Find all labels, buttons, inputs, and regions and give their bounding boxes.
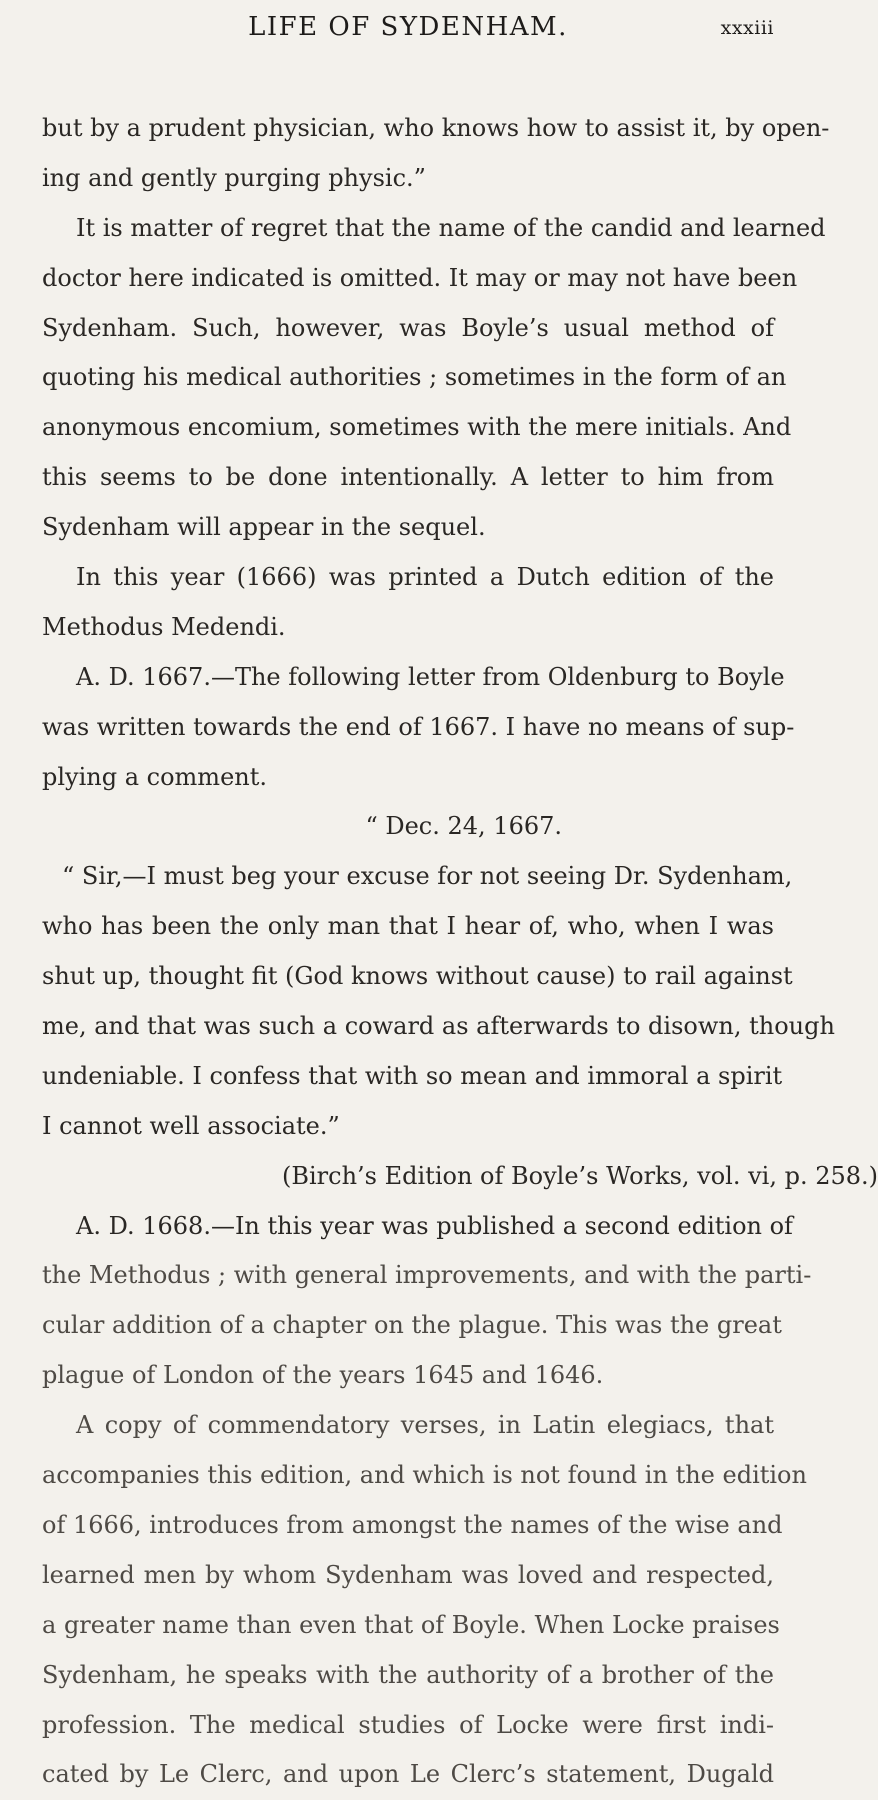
text-line: A. D. 1668.—In this year was published a second edition of xyxy=(76,1211,793,1240)
text-line: plague of London of the years 1645 and 1646. xyxy=(42,1361,604,1390)
text-line: of 1666, introduces from amongst the names of the wise and xyxy=(42,1510,783,1539)
text-line: was written towards the end of 1667. I have no means of sup- xyxy=(42,712,795,741)
text-line: profession. The medical studies of Locke were first indi- xyxy=(42,1710,774,1739)
text-line: ing and gently purging physic.” xyxy=(42,163,426,192)
text-line: cated by Le Clerc, and upon Le Clerc’s statement, Dugald xyxy=(42,1760,774,1789)
text-line: In this year (1666) was printed a Dutch edition of the xyxy=(76,563,774,592)
text-line: Methodus Medendi. xyxy=(42,612,286,641)
text-line: I cannot well associate.” xyxy=(42,1111,340,1140)
text-line: accompanies this edition, and which is not found in the edition xyxy=(42,1461,807,1490)
text-line: this seems to be done intentionally. A letter to him from xyxy=(42,463,774,492)
running-head xyxy=(42,12,774,48)
text-line: A copy of commendatory verses, in Latin elegiacs, that xyxy=(76,1411,774,1440)
letter-date: “ Dec. 24, 1667. xyxy=(365,812,562,841)
text-line: undeniable. I confess that with so mean and immoral a spirit xyxy=(42,1061,783,1090)
text-line: “ Sir,—I must beg your excuse for not seeing Dr. Sydenham, xyxy=(62,862,793,891)
text-line: Sydenham, he speaks with the authority of a brother of the xyxy=(42,1660,774,1689)
text-line: but by a prudent physician, who knows how to assist it, by open- xyxy=(42,114,830,142)
text-line: the Methodus ; with general improvements, and with the parti- xyxy=(42,1261,812,1290)
text-line: Sydenham will appear in the sequel. xyxy=(42,513,486,542)
text-line: learned men by whom Sydenham was loved and respected, xyxy=(42,1560,774,1589)
text-line: shut up, thought fit (God knows without cause) to rail against xyxy=(42,962,793,991)
text-line: Sydenham. Such, however, was Boyle’s usual method of xyxy=(42,313,774,342)
text-line: plying a comment. xyxy=(42,762,267,791)
text-line: me, and that was such a coward as afterwards to disown, though xyxy=(42,1012,835,1041)
text-line: anonymous encomium, sometimes with the mere initials. And xyxy=(42,413,792,442)
page-number: xxxiii xyxy=(720,17,774,39)
text-line: It is matter of regret that the name of the candid and learned xyxy=(76,213,826,242)
body-text xyxy=(42,104,878,1800)
text-line: a greater name than even that of Boyle. When Locke praises xyxy=(42,1610,780,1639)
text-line: cular addition of a chapter on the plague. This was the great xyxy=(42,1311,782,1340)
text-line: quoting his medical authorities ; sometimes in the form of an xyxy=(42,363,787,392)
running-head-title: LIFE OF SYDENHAM. xyxy=(248,12,568,42)
citation-line: (Birch’s Edition of Boyle’s Works, vol. vi, p. 258.) xyxy=(282,1161,878,1190)
text-line: doctor here indicated is omitted. It may or may not have been xyxy=(42,263,798,292)
text-line: A. D. 1667.—The following letter from Oldenburg to Boyle xyxy=(76,662,785,691)
text-line: who has been the only man that I hear of, who, when I was xyxy=(42,912,774,941)
